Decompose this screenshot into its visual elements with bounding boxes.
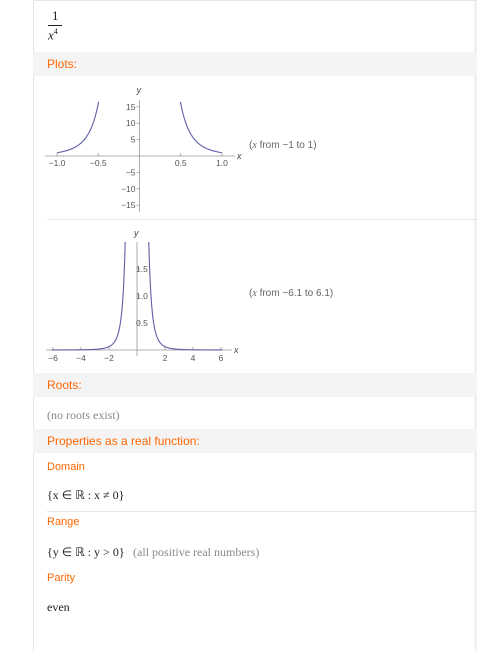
plot-1-caption: (x from −1 to 1) xyxy=(249,140,317,151)
roots-pod xyxy=(33,373,477,423)
range-label: Range xyxy=(47,516,80,528)
range-section xyxy=(33,516,477,615)
y-tick-label: −5 xyxy=(125,167,136,178)
x-tick-label: 6 xyxy=(218,353,224,363)
left-margin-rail xyxy=(0,0,34,651)
y-tick-label: 5 xyxy=(130,134,136,145)
y-tick-label: 0.5 xyxy=(136,318,148,328)
x-tick-label: −1.0 xyxy=(48,158,66,168)
y-tick-label: −10 xyxy=(121,183,136,194)
x-tick-label: 2 xyxy=(162,353,168,363)
plots-header: Plots: xyxy=(33,52,477,76)
plots-pod xyxy=(33,52,477,76)
y-tick-label: −15 xyxy=(121,200,136,211)
x-tick-label: −6 xyxy=(48,353,58,363)
curve-left xyxy=(57,102,99,153)
range-row xyxy=(33,543,477,561)
domain-label: Domain xyxy=(47,461,85,473)
x-tick-label: −2 xyxy=(104,353,114,363)
parity-label: Parity xyxy=(47,572,76,584)
fraction-numerator: 1 xyxy=(52,8,59,23)
denominator-exponent: 4 xyxy=(53,27,58,36)
properties-header: Properties as a real function: xyxy=(33,429,477,453)
top-divider xyxy=(33,0,477,1)
x-axis-label: x xyxy=(237,151,242,161)
range-note: (all positive real numbers) xyxy=(133,545,260,559)
y-tick-label: 1.5 xyxy=(136,264,148,274)
roots-header: Roots: xyxy=(33,373,477,397)
x-tick-label: 0.5 xyxy=(174,158,187,168)
plot-2[interactable] xyxy=(40,226,250,366)
domain-value: {x ∈ ℝ : x ≠ 0} xyxy=(47,488,125,502)
fraction-denominator xyxy=(48,27,58,43)
y-tick-label: 10 xyxy=(126,118,136,129)
properties-pod xyxy=(33,429,477,503)
parity-value: even xyxy=(47,600,70,614)
y-axis-label: y xyxy=(134,228,139,238)
fraction-bar xyxy=(48,25,62,26)
x-tick-label: −4 xyxy=(76,353,86,363)
plot-1[interactable] xyxy=(40,84,250,214)
domain-separator xyxy=(47,511,477,512)
x-tick-label: −0.5 xyxy=(89,158,107,168)
range-value: {y ∈ ℝ : y > 0} xyxy=(47,545,125,559)
curve-right xyxy=(149,242,223,350)
denominator-base: x xyxy=(48,27,54,43)
x-tick-label: 1.0 xyxy=(216,158,228,168)
plot-separator xyxy=(47,219,477,220)
y-tick-label: 1.0 xyxy=(136,291,148,301)
x-axis-label: x xyxy=(234,345,239,355)
curve-right xyxy=(180,102,222,153)
plot-2-caption: (x from −6.1 to 6.1) xyxy=(249,288,334,299)
y-axis-label: y xyxy=(136,85,141,95)
y-tick-label: 15 xyxy=(126,101,136,112)
curve-left xyxy=(52,242,126,350)
roots-result: (no roots exist) xyxy=(47,408,120,422)
x-tick-label: 4 xyxy=(190,353,196,363)
